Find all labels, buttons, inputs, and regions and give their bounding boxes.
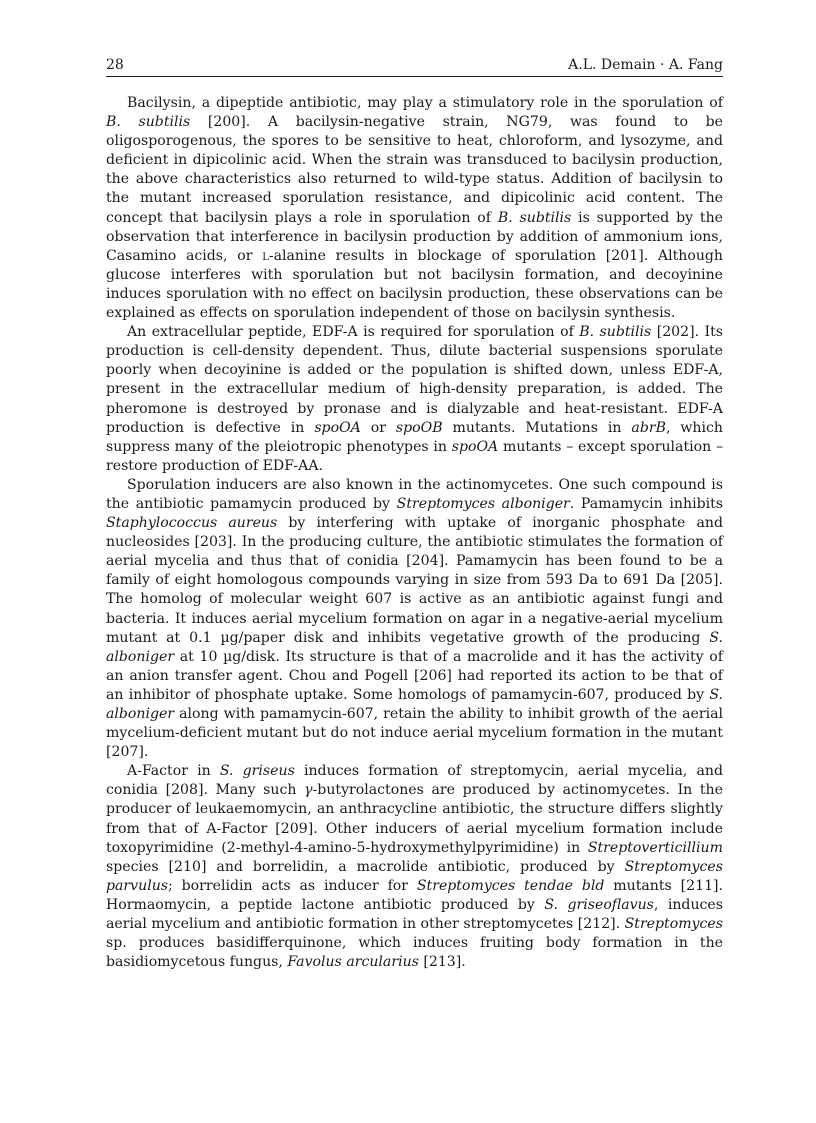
- italic-term: Streptomyces: [624, 916, 723, 933]
- text-run: at 10 µg/disk. Its structure is that of a macrolide and it has the activity of an anion transfer agent. Chou and Pogell [206] had reported its action to be that of an inhibitor of phosphate uptake. Some homologs of pamamycin-607, produced by: [106, 648, 723, 703]
- paragraph: [106, 323, 723, 476]
- text-run: [202]. Its production is cell-density dependent. Thus, dilute bacterial suspensions sporulate poorly when decoyinine is added or the population is shifted down, unless EDF-A, present in the extracellular medium of high-density preparation, is added. The pheromone is destroyed by pronase and is dialyzable and heat-resistant. EDF-A production is defective in: [106, 324, 723, 436]
- italic-term: Streptomyces tendae bld: [416, 877, 605, 894]
- paragraph: [106, 94, 723, 323]
- text-run: mutants – except sporulation – restore production of EDF-AA.: [106, 438, 723, 474]
- text-run: An extracellular peptide, EDF-A is required for sporulation of: [127, 324, 580, 341]
- italic-term: S. griseus: [219, 763, 295, 780]
- text-run: by interfering with uptake of inorganic phosphate and nucleosides [203]. In the producing culture, the antibiotic stimulates the formation of aerial mycelia and thus that of conidia [204]. Pamamycin has been found to be a family of eight homologous compounds varying in size from 593 Da to 691 Da [205]. The homolog of molecular weight 607 is active as an antibiotic against fungi and bacteria. It induces aerial mycelium formation on agar in a negative-aerial mycelium mutant at 0.1 µg/paper disk and inhibits vegetative growth of the producing: [106, 515, 723, 646]
- italic-term: B. subtilis: [579, 324, 652, 341]
- text-run: [213].: [418, 954, 466, 971]
- text-run: sp. produces basidifferquinone, which induces fruiting body formation in the basidiomycetous fungus,: [106, 935, 723, 971]
- text-run: ; borrelidin acts as inducer for: [168, 877, 417, 894]
- running-header: [106, 56, 723, 77]
- italic-term: S. alboniger: [106, 629, 723, 665]
- text-run: . Pamamycin inhibits: [569, 495, 724, 512]
- italic-term: abrB: [631, 419, 666, 436]
- italic-term: spoOB: [395, 419, 443, 436]
- italic-term: S. griseoflavus: [544, 896, 654, 913]
- text-run: A-Factor in: [127, 763, 220, 780]
- text-run: or: [360, 419, 396, 436]
- text-run: mutants [211]. Hormaomycin, a peptide lactone antibiotic produced by: [106, 877, 724, 913]
- italic-term: B. subtilis: [497, 209, 572, 226]
- text-run: Sporulation inducers are also known in the actinomycetes. One such compound is the antibiotic pamamycin produced by: [106, 476, 723, 512]
- text-run: [200]. A bacilysin-negative strain, NG79, was found to be oligosporogenous, the spores to be sensitive to heat, chloroform, and lysozyme, and deficient in dipicolinic acid. When the strain was transduced to bacilysin production, the above characteristics also returned to wild-type status. Addition of bacilysin to the mutant increased sporulation resistance, and dipicolinic acid content. The concept that bacilysin plays a role in sporulation of: [106, 114, 723, 226]
- page-number: 28: [106, 57, 124, 73]
- text-run: species [210] and borrelidin, a macrolide antibiotic, produced by: [106, 858, 625, 875]
- italic-term: γ: [304, 782, 313, 799]
- italic-term: Streptomyces alboniger: [396, 495, 570, 512]
- italic-term: Staphylococcus aureus: [106, 515, 278, 532]
- text-run: mutants. Mutations in: [442, 419, 632, 436]
- text-run: induces formation of streptomycin, aerial mycelia, and conidia [208]. Many such: [106, 763, 724, 799]
- text-run: -alanine results in blockage of sporulation [201]. Although glucose interferes with sporulation but not bacilysin formation, and decoyinine induces sporulation with no effect on bacilysin production, these observations can be explained as effects on sporulation independent of those on bacilysin synthesis.: [106, 247, 723, 322]
- text-run: -butyrolactones are produced by actinomycetes. In the producer of leukaemomycin, an anthracycline antibiotic, the structure differs slightly from that of A-Factor [209]. Other inducers of aerial mycelium formation include toxopyrimidine (2-methyl-4-amino-5-hydroxymethylpyrimidine) in: [106, 782, 723, 856]
- running-head-authors: A.L. Demain · A. Fang: [568, 57, 723, 73]
- text-run: , which suppress many of the pleiotropic phenotypes in: [106, 419, 723, 455]
- italic-term: Streptomyces parvulus: [106, 858, 723, 894]
- italic-term: S. alboniger: [106, 686, 723, 722]
- italic-term: spoOA: [314, 419, 361, 436]
- text-run: Bacilysin, a dipeptide antibiotic, may play a stimulatory role in the sporulation of: [127, 95, 723, 111]
- body-text: [106, 94, 723, 972]
- text-run: along with pamamycin-607, retain the ability to inhibit growth of the aerial mycelium-deficient mutant but do not induce aerial mycelium formation in the mutant [207].: [106, 706, 723, 761]
- text-run: , induces aerial mycelium and antibiotic formation in other streptomycetes [212].: [106, 896, 723, 933]
- paragraph: [106, 762, 723, 972]
- italic-term: B. subtilis: [106, 114, 191, 131]
- small-caps-text: l: [262, 247, 269, 264]
- paragraph: [106, 476, 723, 762]
- text-run: is supported by the observation that interference in bacilysin production by addition of ammonium ions, Casamino acids, or: [106, 209, 723, 264]
- italic-term: spoOA: [451, 438, 499, 455]
- italic-term: Streptoverticillium: [587, 839, 723, 856]
- italic-term: Favolus arcularius: [287, 954, 419, 971]
